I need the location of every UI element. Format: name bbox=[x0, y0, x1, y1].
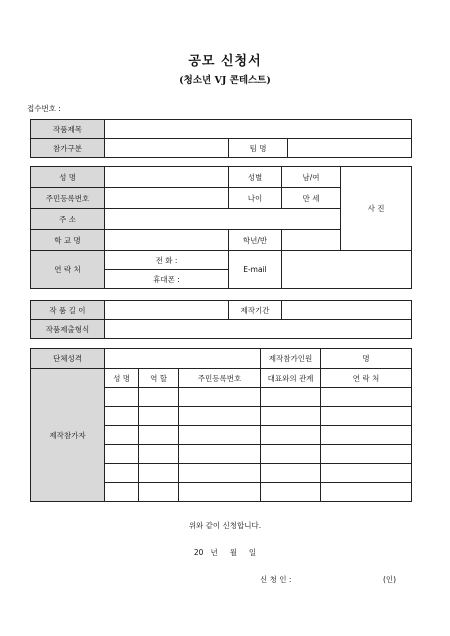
participants-table bbox=[30, 348, 412, 502]
resident-number-label: 주민등록번호 bbox=[31, 188, 105, 209]
participant-cell[interactable] bbox=[321, 388, 412, 407]
photo-box: 사 진 bbox=[341, 167, 412, 251]
document-subtitle: (청소년 VJ 콘테스트) bbox=[179, 75, 271, 86]
team-name-label: 팀 명 bbox=[229, 139, 288, 158]
application-statement: 위와 같이 신청합니다. bbox=[188, 521, 262, 530]
work-title-label: 작품제목 bbox=[31, 120, 105, 139]
participant-cell[interactable] bbox=[179, 426, 261, 445]
contact-label: 연 락 처 bbox=[31, 251, 105, 289]
participant-cell[interactable] bbox=[321, 464, 412, 483]
work-length-field[interactable] bbox=[105, 301, 229, 320]
participant-cell[interactable] bbox=[179, 483, 261, 502]
document-title: 공모 신청서 bbox=[188, 54, 262, 69]
participant-cell[interactable] bbox=[105, 464, 139, 483]
address-field[interactable] bbox=[105, 209, 341, 230]
address-label: 주 소 bbox=[31, 209, 105, 230]
members-count-field[interactable]: 명 bbox=[321, 349, 412, 369]
participant-cell[interactable] bbox=[321, 445, 412, 464]
email-field[interactable] bbox=[282, 251, 412, 289]
age-field[interactable]: 만 세 bbox=[282, 188, 341, 209]
group-type-field[interactable] bbox=[105, 349, 261, 369]
participant-cell[interactable] bbox=[105, 426, 139, 445]
participant-cell[interactable] bbox=[261, 426, 321, 445]
participant-cell[interactable] bbox=[321, 426, 412, 445]
school-field[interactable] bbox=[105, 230, 229, 251]
production-info-table bbox=[30, 300, 412, 339]
work-info-table bbox=[30, 119, 412, 158]
mobile-field[interactable]: 휴대폰 : bbox=[105, 270, 229, 289]
production-period-field[interactable] bbox=[282, 301, 412, 320]
participant-cell[interactable] bbox=[261, 445, 321, 464]
gender-label: 성별 bbox=[229, 167, 282, 188]
gender-field[interactable]: 남/여 bbox=[282, 167, 341, 188]
participant-cell[interactable] bbox=[179, 464, 261, 483]
participant-cell[interactable] bbox=[179, 388, 261, 407]
school-label: 학 교 명 bbox=[31, 230, 105, 251]
participant-cell[interactable] bbox=[139, 483, 179, 502]
team-name-field[interactable] bbox=[288, 139, 412, 158]
column-header: 주민등록번호 bbox=[179, 369, 261, 388]
column-header: 성 명 bbox=[105, 369, 139, 388]
participant-cell[interactable] bbox=[261, 464, 321, 483]
participant-cell[interactable] bbox=[105, 388, 139, 407]
name-label: 성 명 bbox=[31, 167, 105, 188]
phone-field[interactable]: 전 화 : bbox=[105, 251, 229, 270]
participant-cell[interactable] bbox=[261, 407, 321, 426]
resident-number-field[interactable] bbox=[105, 188, 229, 209]
email-label: E-mail bbox=[229, 251, 282, 289]
applicant-info-table bbox=[30, 166, 412, 289]
column-header: 대표와의 관계 bbox=[261, 369, 321, 388]
submission-format-label: 작품제출형식 bbox=[31, 320, 105, 339]
category-label: 참가구분 bbox=[31, 139, 105, 158]
participant-cell[interactable] bbox=[139, 464, 179, 483]
work-title-field[interactable] bbox=[105, 120, 412, 139]
participant-cell[interactable] bbox=[139, 407, 179, 426]
grade-class-label: 학년/반 bbox=[229, 230, 282, 251]
participant-cell[interactable] bbox=[261, 483, 321, 502]
seal-mark: (인) bbox=[383, 575, 397, 584]
application-date: 20 년 월 일 bbox=[193, 548, 257, 557]
column-header: 역 할 bbox=[139, 369, 179, 388]
column-header: 연 락 처 bbox=[321, 369, 412, 388]
work-length-label: 작 품 길 이 bbox=[31, 301, 105, 320]
participant-cell[interactable] bbox=[105, 407, 139, 426]
participant-cell[interactable] bbox=[105, 483, 139, 502]
participant-cell[interactable] bbox=[139, 388, 179, 407]
participant-cell[interactable] bbox=[179, 445, 261, 464]
participant-cell[interactable] bbox=[139, 426, 179, 445]
participant-cell[interactable] bbox=[179, 407, 261, 426]
name-field[interactable] bbox=[105, 167, 229, 188]
receipt-number-label: 접수번호 : bbox=[27, 104, 61, 113]
participant-cell[interactable] bbox=[139, 445, 179, 464]
members-count-label: 제작참가인원 bbox=[261, 349, 321, 369]
participants-label: 제작참가자 bbox=[31, 369, 105, 502]
participant-cell[interactable] bbox=[105, 445, 139, 464]
age-label: 나이 bbox=[229, 188, 282, 209]
submission-format-field[interactable] bbox=[105, 320, 412, 339]
participant-cell[interactable] bbox=[321, 483, 412, 502]
applicant-label: 신 청 인 : bbox=[260, 575, 292, 584]
participant-cell[interactable] bbox=[261, 388, 321, 407]
grade-class-field[interactable] bbox=[282, 230, 341, 251]
category-field[interactable] bbox=[105, 139, 229, 158]
production-period-label: 제작기간 bbox=[229, 301, 282, 320]
participant-cell[interactable] bbox=[321, 407, 412, 426]
group-type-label: 단체성격 bbox=[31, 349, 105, 369]
